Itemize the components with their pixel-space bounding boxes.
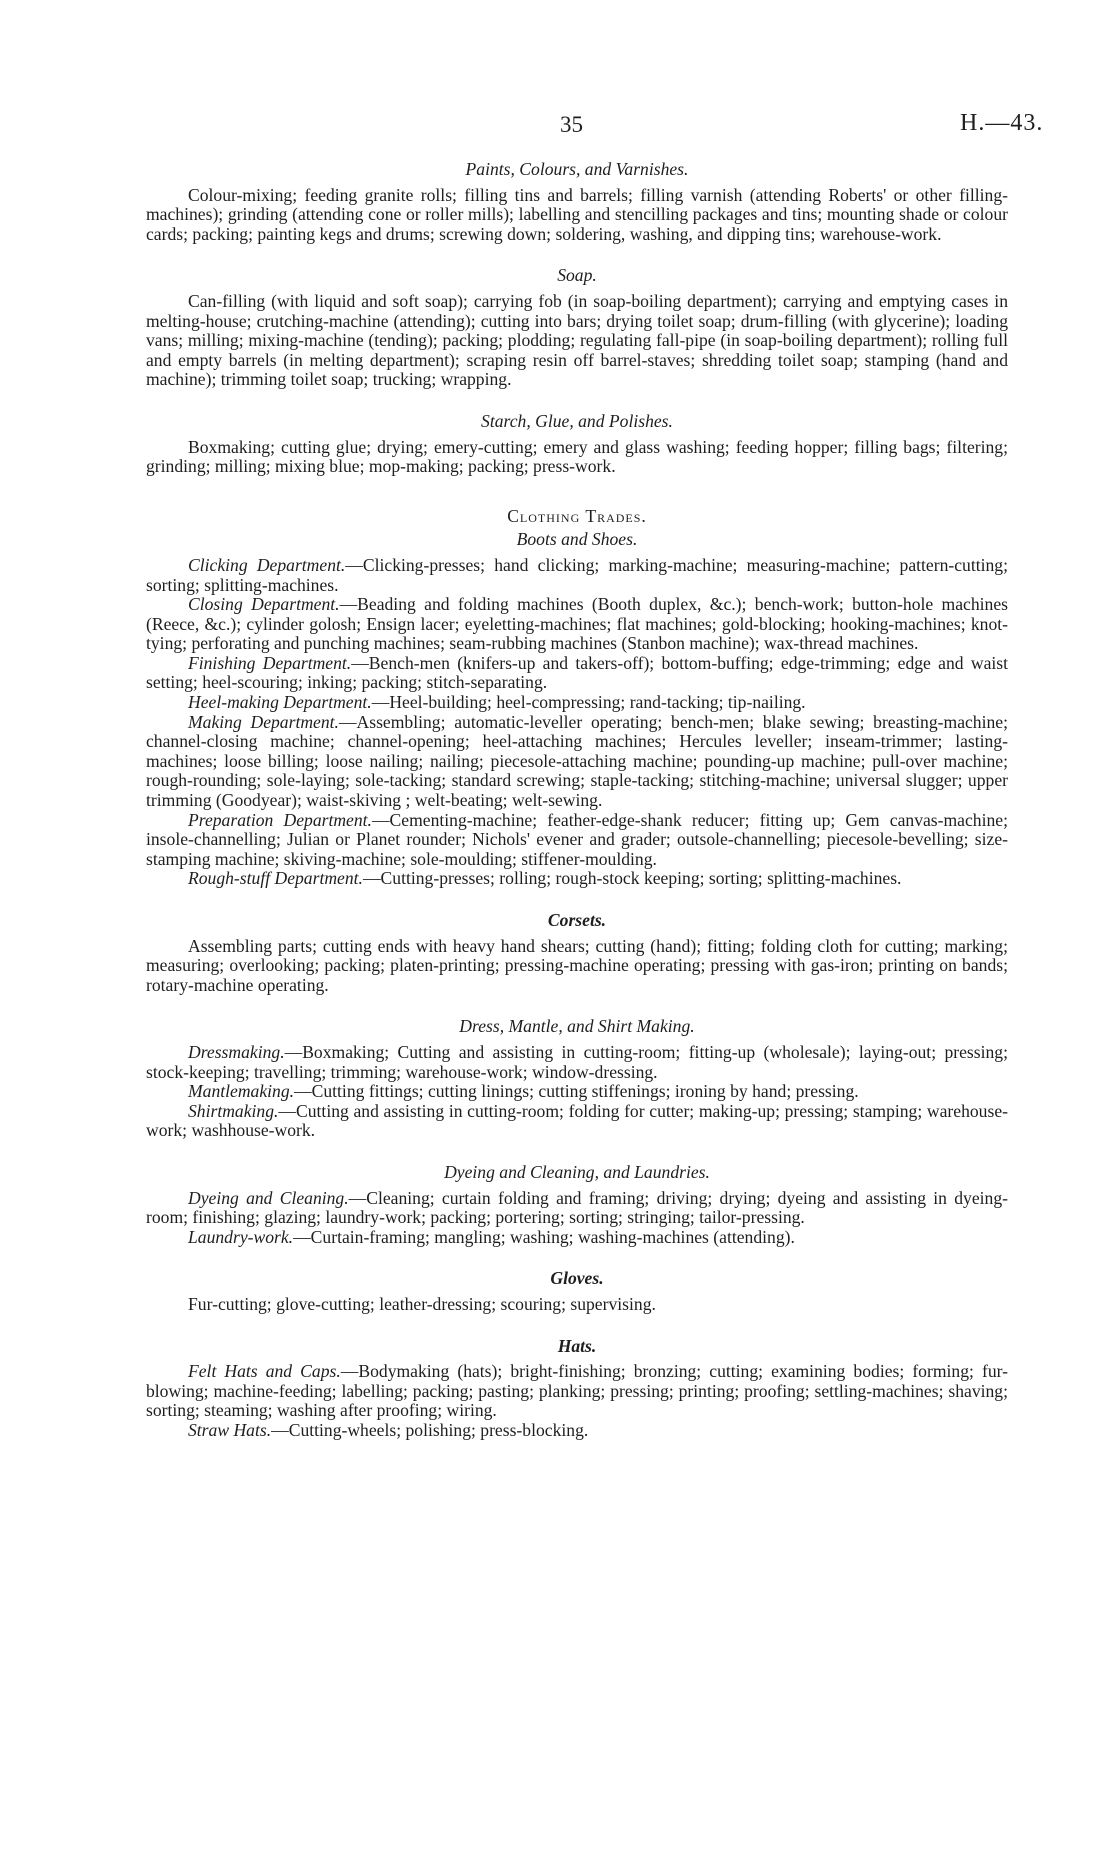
paragraph-text: —Bench-men (knifers-up and takers-off); bottom-buffing; edge-trimming; edge and waist setting; heel-scouring; inking; packing; stitch-separating. <box>146 652 1008 693</box>
paragraph-hats <box>146 1362 1008 1421</box>
paragraph-dyeing <box>146 1189 1008 1228</box>
paragraph-boots <box>146 595 1008 654</box>
paragraph-corsets <box>146 937 1008 996</box>
section-heading-hats: Hats. <box>557 1335 597 1356</box>
paragraph-dyeing <box>146 1228 1008 1248</box>
department-term: Laundry-work. <box>188 1226 294 1247</box>
department-term: Shirtmaking. <box>188 1100 279 1121</box>
paragraph-text: —Assembling; automatic-leveller operating; bench-men; blake sewing; breasting-machine; channel-closing machine; channel-opening; heel-attaching machines; Hercules leveller; inseam-trimmer; lasting-machines; loose billing; loose nailing; nailing; piecesole-attaching machine; pounding-up machine; pull-over machine; rough-rounding; sole-laying; sole-tacking; standard screwing; staple-tacking; stitching-machine; universal slugger; upper trimming (Goodyear); waist-skiving ; welt-beating; welt-sewing. <box>146 711 1008 811</box>
paragraph-boots <box>146 811 1008 870</box>
paragraph-soap <box>146 292 1008 390</box>
department-term: Mantlemaking. <box>188 1081 295 1102</box>
section-heading-dyeing: Dyeing and Cleaning, and Laundries. <box>444 1161 710 1182</box>
section-heading-corsets: Corsets. <box>547 910 607 930</box>
clothing-trades-title: Clothing Trades. <box>507 505 647 526</box>
paragraph-text: Colour-mixing; feeding granite rolls; filling tins and barrels; filling varnish (attending Roberts' or other filling-machines); grinding (attending cone or roller mills); labelling and stencilling packages and tins; mounting shade or colour cards; packing; painting kegs and drums; screwing down; soldering, washing, and dipping tins; warehouse-work. <box>146 184 1008 244</box>
paragraph-text: —Heel-building; heel-compressing; rand-tacking; tip-nailing. <box>371 692 806 713</box>
paragraph-text: —Clicking-presses; hand clicking; marking-machine; measuring-machine; pattern-cutting; sorting; splitting-machines. <box>146 554 1008 595</box>
section-heading-starch: Starch, Glue, and Polishes. <box>481 410 673 431</box>
paragraph-hats <box>146 1421 1008 1441</box>
department-term: Dyeing and Cleaning. <box>188 1187 349 1208</box>
department-term: Making Department. <box>188 711 339 732</box>
paragraph-text: Fur-cutting; glove-cutting; leather-dressing; scouring; supervising. <box>188 1293 656 1314</box>
paragraph-starch <box>146 438 1008 477</box>
section-heading-paints: Paints, Colours, and Varnishes. <box>465 159 689 179</box>
paragraph-text: —Cutting and assisting in cutting-room; folding for cutter; making-up; pressing; stamping; warehouse-work; washhouse-work. <box>146 1100 1008 1141</box>
department-term: Preparation Department. <box>188 809 372 830</box>
department-term: Dressmaking. <box>188 1041 285 1062</box>
paragraph-text: Boxmaking; cutting glue; drying; emery-cutting; emery and glass washing; feeding hopper; filling bags; filtering; grinding; milling; mixing blue; mop-making; packing; press-work. <box>146 436 1008 477</box>
page-number: 35 <box>560 112 583 137</box>
paragraph-gloves <box>146 1295 1008 1315</box>
paragraph-text: —Curtain-framing; mangling; washing; washing-machines (attending). <box>293 1226 795 1247</box>
paragraph-text: Can-filling (with liquid and soft soap); carrying fob (in soap-boiling department); carrying and emptying cases in melting-house; crutching-machine (attending); cutting into bars; drying toilet soap; drum-filling (with glycerine); loading vans; milling; mixing-machine (tending); packing; plodding; regulating fall-pipe (in soap-boiling department); rolling full and empty barrels (in melting department); scraping resin off barrel-staves; shredding toilet soap; stamping (hand and machine); trimming toilet soap; trucking; wrapping. <box>146 290 1008 390</box>
department-term: Finishing Department. <box>188 652 352 673</box>
clothing-sections <box>146 530 1008 1440</box>
department-term: Clicking Department. <box>188 554 346 575</box>
paragraph-dress <box>146 1082 1008 1102</box>
general-sections <box>146 160 1008 477</box>
paragraph-boots <box>146 693 1008 713</box>
page-body <box>146 160 1008 1440</box>
paragraph-boots <box>146 869 1008 889</box>
department-term: Closing Department. <box>188 594 340 615</box>
paragraph-text: —Cleaning; curtain folding and framing; driving; drying; dyeing and assisting in dyeing-room; finishing; glazing; laundry-work; packing; portering; sorting; stringing; tailor-pressing. <box>146 1187 1008 1228</box>
paragraph-text: —Cutting fittings; cutting linings; cutting stiffenings; ironing by hand; pressing. <box>294 1081 859 1102</box>
department-term: Rough-stuff Department. <box>188 868 363 889</box>
paragraph-text: —Bodymaking (hats); bright-finishing; bronzing; cutting; examining bodies; forming; fur-blowing; machine-feeding; labelling; packing; pasting; planking; pressing; printing; proofing; settling-machines; shaving; sorting; steaming; washing after proofing; wiring. <box>146 1361 1008 1421</box>
paragraph-boots <box>146 654 1008 693</box>
department-term: Heel-making Department. <box>188 692 372 713</box>
paragraph-dress <box>146 1043 1008 1082</box>
document-reference: H.—43. <box>960 110 1044 136</box>
paragraph-text: Assembling parts; cutting ends with heavy hand shears; cutting (hand); fitting; folding cloth for cutting; marking; measuring; overlooking; packing; platen-printing; pressing-machine operating; pressing with gas-iron; printing on bands; rotary-machine operating. <box>146 935 1008 995</box>
paragraph-text: —Beading and folding machines (Booth duplex, &c.); bench-work; button-hole machines (Reece, &c.); cylinder golosh; Ensign lacer; eyeletting-machines; flat machines; gold-blocking; hooking-machines; knot-tying; perforating and punching machines; seam-rubbing machines (Stanbon machine); wax-thread machines. <box>146 594 1008 654</box>
section-heading-soap: Soap. <box>557 265 597 286</box>
paragraph-text: —Boxmaking; Cutting and assisting in cutting-room; fitting-up (wholesale); laying-out; pressing; stock-keeping; travelling; trimming; warehouse-work; window-dressing. <box>146 1041 1008 1082</box>
section-heading-boots: Boots and Shoes. <box>516 529 638 550</box>
paragraph-text: —Cutting-wheels; polishing; press-blocking. <box>271 1419 589 1440</box>
section-heading-gloves: Gloves. <box>550 1268 604 1289</box>
paragraph-dress <box>146 1102 1008 1141</box>
paragraph-boots <box>146 556 1008 595</box>
paragraph-boots <box>146 713 1008 811</box>
paragraph-text: —Cutting-presses; rolling; rough-stock keeping; sorting; splitting-machines. <box>362 868 902 889</box>
paragraph-paints <box>146 186 1008 245</box>
section-heading-dress: Dress, Mantle, and Shirt Making. <box>459 1016 695 1037</box>
department-term: Straw Hats. <box>188 1419 272 1440</box>
paragraph-text: —Cementing-machine; feather-edge-shank reducer; fitting up; Gem canvas-machine; insole-channelling; Julian or Planet rounder; Nichols' evener and grader; outsole-channelling; piecesole-bevelling; size-stamping machine; skiving-machine; sole-moulding; stiffener-moulding. <box>146 809 1008 869</box>
department-term: Felt Hats and Caps. <box>188 1361 341 1382</box>
